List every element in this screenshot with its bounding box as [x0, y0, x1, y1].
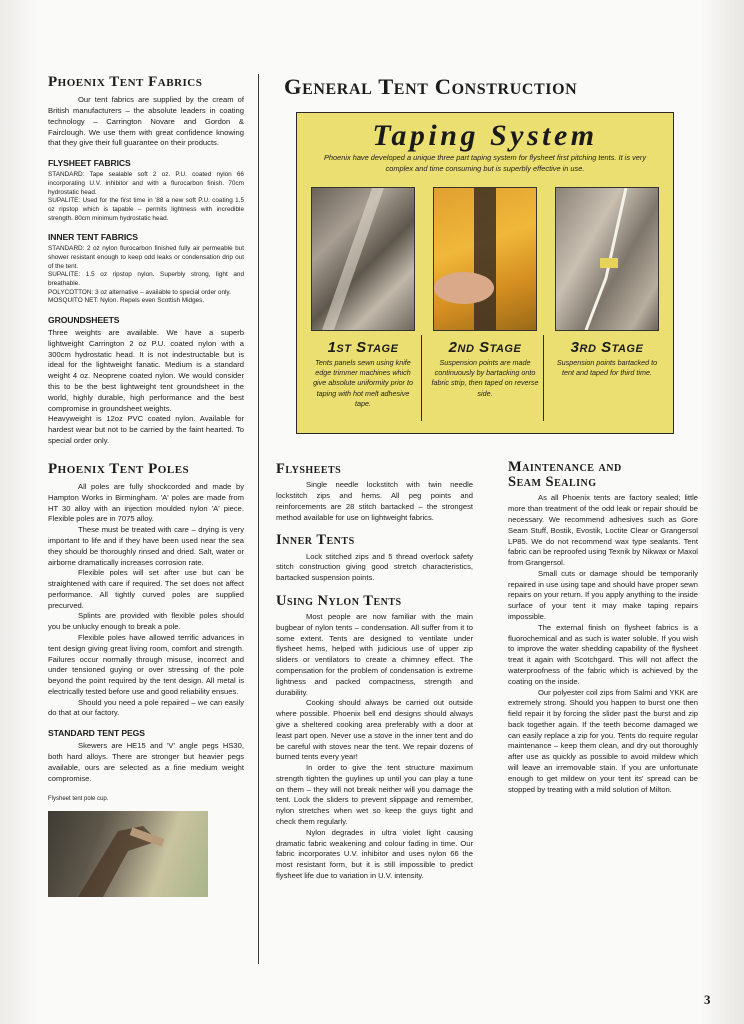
poles-text-2: These must be treated with care – drying is very important to life and if they have been used near the sea they should be thoroughly rinsed and dried. Salt, water or airborne dramatically increases corrosion rate. — [48, 525, 244, 567]
stage-3 — [553, 339, 661, 378]
pole-cup-photo — [48, 811, 208, 897]
stage-2 — [431, 339, 539, 399]
inner-standard: STANDARD: 2 oz nylon flurocarbon finished fully air permeable but shower resistant enough to keep odd leaks or condensation drip out of the tent. — [48, 245, 244, 270]
nylon-text-3: In order to give the tent structure maximum strength tighten the guylines up until you can play a tune on them – they will not break neither will you damage the tent. Lock the sliders to prevent slippage and remember, nylon stretches when wet so keep the guys tight and check them regularly. — [276, 763, 473, 826]
taping-system-panel — [296, 112, 674, 434]
maintenance-text-3: The external finish on flysheet fabrics is a fluorochemical and as such is water soluble. If you wish to improve the water shedding capability of the flysheet treat it again with Scotchgard. This will not affect the waterproofness of the fabric which is achieved by the coating on the inside. — [508, 622, 698, 686]
bartack-strip-icon — [434, 188, 536, 330]
groundsheets-text-2: Heavyweight is 12oz PVC coated nylon. Available for hardest wear but not to be carried by the faint hearted. To special order only. — [48, 414, 244, 445]
flysheet-fabrics-heading: FLYSHEET FABRICS — [48, 158, 131, 169]
flysheets-heading: Flysheets — [276, 461, 342, 477]
inner-supalite: SUPALITE: 1.5 oz ripstop nylon. Superbly strong, light and breathable. — [48, 271, 244, 288]
inner-tents-heading: Inner Tents — [276, 532, 355, 549]
taping-title: Taping System — [372, 119, 598, 152]
stage-divider — [421, 335, 422, 421]
stage-1-photo — [311, 187, 415, 331]
stage-2-photo — [433, 187, 537, 331]
tent-pegs-heading: STANDARD TENT PEGS — [48, 728, 145, 739]
nylon-text-2: Cooking should always be carried out outside where possible. Phoenix bell end designs should always give a sheltered cooking area preferably with a door at least part open. Never use a stove in the inner tent and do be careful with stoves near the tent. We repair dozens of burned tents every year! — [276, 698, 473, 762]
maintenance-text-4: Our polyester coil zips from Salmi and YKK are extremely strong. Should you happen to burst one then field repair it by forcing the slider past the burst and zip back together again. If the teeth become damaged we can easily replace a zip for you. Tents do require regular maintenance – keep them clean, and dry out thoroughly after use as quickly as possible to avoid mildew which will leave an irremovable stain. If you are unfortunate enough to get mildew on your tent its' spread can be stopped by treating with a mild solution of Milton. — [508, 687, 698, 794]
maintenance-text-1: As all Phoenix tents are factory sealed; little more than treatment of the odd leak or repair should be necessary. We recommend adhesives such as Gore Seam Stuff, Bostik, Evostik, Loctite Clear or Grangersol LP85. We do not recommend wax type sealants. Tent fabric can be reproofed using Texnik by Nikwax or Maxol from Grangersol. — [508, 493, 698, 568]
groundsheets-heading: GROUNDSHEETS — [48, 314, 120, 325]
stage-2-text: Suspension points are made continuously by bartacking onto fabric strip, then taped on reverse side. — [431, 358, 539, 398]
page-number: 3 — [704, 992, 711, 1007]
taping-intro: Phoenix have developed a unique three part taping system for flysheet first pitching tents. It is very complex and time consuming but is superbly effective in use. — [323, 153, 647, 173]
left-column — [48, 72, 244, 897]
stage-3-photo — [555, 187, 659, 331]
seam-tape-icon — [312, 188, 414, 330]
stage-2-heading: 2nd Stage — [448, 339, 522, 356]
inner-tents-text: Lock stitched zips and 5 thread overlock safety stitch construction giving good stretch characteristics, bartacked suspension points. — [276, 551, 473, 583]
stage-1-heading: 1st Stage — [327, 339, 399, 356]
nylon-tents-heading: Using Nylon Tents — [276, 592, 402, 609]
stage-1 — [309, 339, 417, 409]
flysheets-text: Single needle lockstitch with twin needle lockstitch zips and hems. All peg points and reinforcements are 28 stitch bartacked – the strongest method available for use on lightweight fabrics. — [276, 480, 473, 522]
pole-cup-icon — [48, 811, 208, 897]
suspension-point-icon — [556, 188, 658, 330]
inner-fabrics-heading: INNER TENT FABRICS — [48, 232, 138, 243]
middle-column — [276, 462, 473, 882]
right-column — [508, 460, 698, 795]
stage-3-heading: 3rd Stage — [570, 339, 644, 356]
stage-3-text: Suspension points bartacked to tent and taped for third time. — [556, 358, 658, 378]
fabrics-intro: Our tent fabrics are supplied by the cream of British manufacturers – the absolute leaders in coating technology – Carrington Novare and Gordon & Fairclough. We use them with great confidence knowing that they give their full guarantee on their products. — [48, 95, 244, 148]
poles-text-3: Flexible poles will set after use but can be straightened with care if required. The set does not affect performance. All tightly curved poles are supplied precurved. — [48, 568, 244, 610]
maintenance-heading-line-2: Seam Sealing — [508, 474, 597, 491]
stage-1-text: Tents panels sewn using knife edge trimmer machines which give absolute uniformity prior to taping with hot melt adhesive tape. — [313, 358, 413, 408]
groundsheets-text-1: Three weights are available. We have a superb lightweight Carrington 2 oz P.U. coated nylon with a 300cm hydrostatic head. It is not indestructable but is ideal for the lightweight fanatic. Medium is a standard weight 4 oz. Neoprene coated nylon. We would consider this to be the best lightweight tent groundsheet in the world, highly durable, high performance and the best compromise in groundsheet weights. — [48, 328, 244, 413]
fabrics-heading: Phoenix Tent Fabrics — [48, 74, 203, 90]
poles-text-4: Splints are provided with flexible poles should you be unlucky enough to break a pole. — [48, 611, 244, 632]
maintenance-heading — [508, 460, 698, 490]
poles-text-5: Flexible poles have allowed terrific advances in tent design giving great living room, comfort and strength. Failures occur normally through misuse, incorrect and under tensioned guying or over stressing of the pole beyond the point required by the tent design. All metal is electrically tested before use and good reliability ensues. — [48, 632, 244, 696]
poles-heading: Phoenix Tent Poles — [48, 460, 190, 477]
page-title: General Tent Construction — [284, 74, 578, 99]
flysheet-supalite: SUPALITE: Used for the first time in '88 a new soft P.U. coating 1.5 oz ripstop which is tapable – permits lightness with incredible strength. 80cm minimum hydrostatic head. — [48, 197, 244, 222]
inner-mosquito: MOSQUITO NET: Nylon. Repels even Scottish Midges. — [48, 297, 205, 305]
inner-polycotton: POLYCOTTON: 3 oz alternative – available to special order only. — [48, 288, 231, 296]
nylon-text-4: Nylon degrades in ultra violet light causing dramatic fabric weakening and colour fading in time. Our fabric incorporates U.V. inhibitor and uses nylon 66 the most resistant form, but it is still impossible to predict flysheet life due to variation in U.V. intensity. — [276, 827, 473, 880]
photo-caption: Flysheet tent pole cup. — [48, 795, 109, 802]
maintenance-heading-line-1: Maintenance and — [508, 459, 622, 475]
poles-text-1: All poles are fully shockcorded and made by Hampton Works in Birmingham. 'A' poles are made from HT 30 alloy with an injection moulded nylon 'A' piece. Flexible poles are in 7075 alloy. — [48, 482, 244, 524]
poles-text-6: Should you need a pole repaired – we can easily do that at our factory. — [48, 697, 244, 718]
stage-divider — [543, 335, 544, 421]
maintenance-text-2: Small cuts or damage should be temporarily repaired in use using tape and should have proper sewn repairs on your return. If you apply anything to the inside surface of your tent it may make taping repairs impossible. — [508, 568, 698, 622]
column-divider — [258, 74, 259, 964]
tent-pegs-text: Skewers are HE15 and 'V' angle pegs HS30, both hard alloys. There are stronger but heavier pegs available, ours are selected as a fine medium weight compromise. — [48, 741, 244, 783]
flysheet-standard: STANDARD: Tape sealable soft 2 oz. P.U. coated nylon 66 incorporating U.V. inhibitor and with a flurocarbon finish. 70cm hydrostatic head. — [48, 171, 244, 196]
nylon-text-1: Most people are now familiar with the main bugbear of nylon tents – condensation. All suffer from it to some extent. Tents are designed to ventilate under flysheet hems, helped with judicious use of upper zip sliders or ventilators to create a chimney effect. The compensation for the problem of condensation is extreme lightness and packed compactness, strength and durability. — [276, 612, 473, 697]
